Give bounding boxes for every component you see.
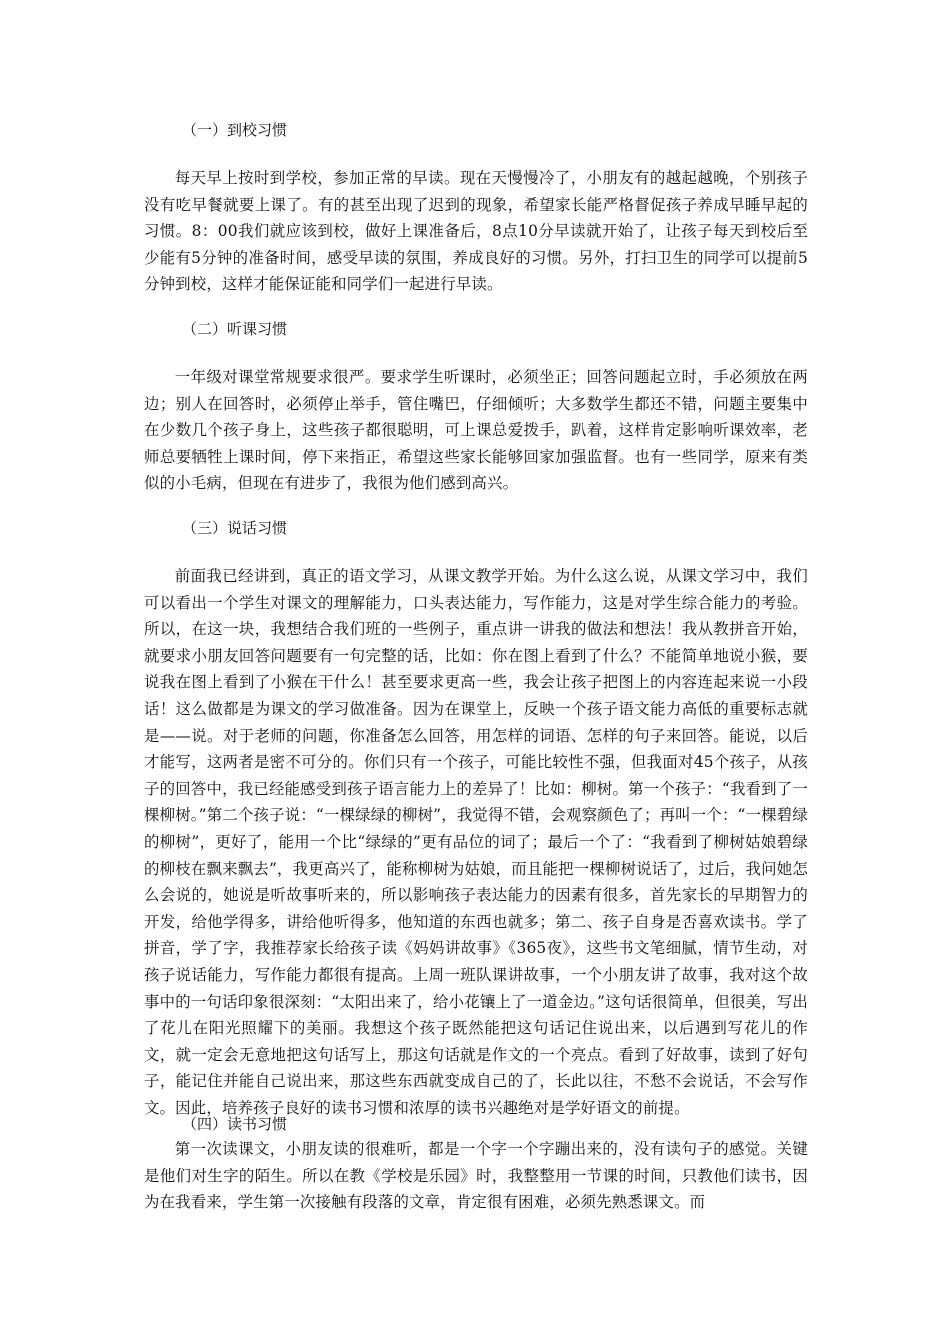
section-body-arrival: 每天早上按时到学校，参加正常的早读。现在天慢慢冷了，小朋友有的越起越晚，个别孩子没有吃早餐就要上课了。有的甚至出现了迟到的现象，希望家长能严格督促孩子养成早睡早起的习惯。8：00我们就应该到校，做好上课准备后，8点10分早读就开始了，让孩子每天到校后至少能有5分钟的准备时间，感受早读的氛围，养成良好的习惯。另外，打扫卫生的同学可以提前5分钟到校，这样才能保证能和同学们一起进行早读。 bbox=[144, 169, 808, 294]
section-heading-arrival: （一）到校习惯 bbox=[182, 121, 288, 139]
section-heading-speaking: （三）说话习惯 bbox=[182, 519, 288, 537]
section-body-listening: 一年级对课堂常规要求很严。要求学生听课时，必须坐正；回答问题起立时，手必须放在两边；别人在回答时，必须停止举手，管住嘴巴，仔细倾听；大多数学生都还不错，问题主要集中在少数几个孩子身上，这些孩子都很聪明，可上课总爱拨手，趴着，这样肯定影响听课效率，老师总要牺牲上课时间，停下来指正，希望这些家长能够回家加强监督。也有一些同学，原来有类似的小毛病，但现在有进步了，我很为他们感到高兴。 bbox=[144, 368, 808, 493]
section-body-reading: 第一次读课文，小朋友读的很难听，都是一个字一个字蹦出来的，没有读句子的感觉。关键是他们对生字的陌生。所以在教《学校是乐园》时，我整整用一节课的时间，只教他们读书，因为在我看来，学生第一次接触有段落的文章，肯定很有困难，必须先熟悉课文。而 bbox=[144, 1140, 808, 1212]
section-heading-reading: （四）读书习惯 bbox=[182, 1115, 288, 1133]
section-body-speaking: 前面我已经讲到，真正的语文学习，从课文教学开始。为什么这么说，从课文学习中，我们可以看出一个学生对课文的理解能力，口头表达能力，写作能力，这是对学生综合能力的考验。所以，在这一块，我想结合我们班的一些例子，重点讲一讲我的做法和想法！我从教拼音开始，就要求小朋友回答问题要有一句完整的话，比如：你在图上看到了什么？不能简单地说小猴，要说我在图上看到了小猴在干什么！甚至要求更高一些，我会让孩子把图上的内容连起来说一小段话！这么做都是为课文的学习做准备。因为在课堂上，反映一个孩子语文能力高低的重要标志就是——说。对于老师的问题，你准备怎么回答，用怎样的词语、怎样的句子来回答。能说，以后才能写，这两者是密不可分的。你们只有一个孩子，可能比较性不强，但我面对45个孩子，从孩子的回答中，我已经能感受到孩子语言能力上的差异了！比如：柳树。第一个孩子：“我看到了一棵柳树。”第二个孩子说：“一棵绿绿的柳树”，我觉得不错，会观察颜色了；再叫一个：“一棵碧绿的柳树”，更好了，能用一个比“绿绿的”更有品位的词了；最后一个了：“我看到了柳树姑娘碧绿的柳枝在飘来飘去”，我更高兴了，能称柳树为姑娘，而且能把一棵柳树说话了，过后，我问她怎么会说的，她说是听故事听来的，所以影响孩子表达能力的因素有很多，首先家长的早期智力的开发，给他学得多，讲给他听得多，他知道的东西也就多；第二、孩子自身是否喜欢读书。学了拼音，学了字，我推荐家长给孩子读《妈妈讲故事》《365夜》，这些书文笔细腻，情节生动，对孩子说话能力，写作能力都很有提高。上周一班队课讲故事，一个小朋友讲了故事，我对这个故事中的一句话印象很深刻：“太阳出来了，给小花镶上了一道金边。”这句话很简单，但很美，写出了花儿在阳光照耀下的美丽。我想这个孩子既然能把这句话记住说出来，以后遇到写花儿的作文，就一定会无意地把这句话写上，那这句话就是作文的一个亮点。看到了好故事，读到了好句子，能记住并能自己说出来，那这些东西就变成自己的了，长此以往，不愁不会说话，不会写作文。因此，培养孩子良好的读书习惯和浓厚的读书兴趣绝对是学好语文的前提。 bbox=[144, 567, 808, 1117]
section-heading-listening: （二）听课习惯 bbox=[182, 320, 288, 338]
